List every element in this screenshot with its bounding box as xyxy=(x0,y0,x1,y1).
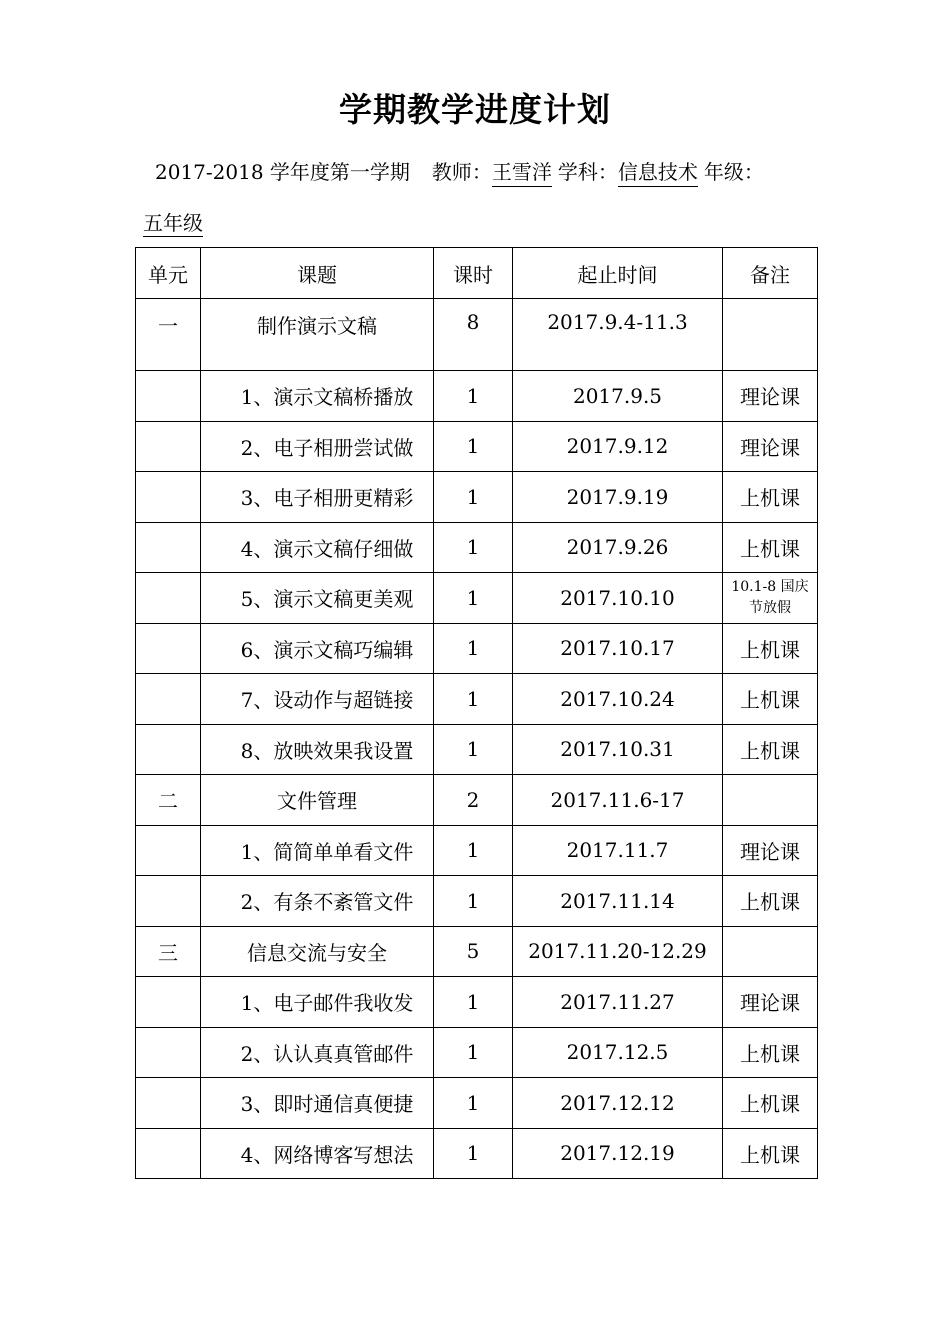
table-row xyxy=(136,1027,818,1078)
cell-note: 上机课 xyxy=(723,1078,818,1129)
cell-time: 2017.12.12 xyxy=(513,1078,723,1129)
note-small-text: 10.1-8 国庆节放假 xyxy=(731,578,809,616)
cell-unit xyxy=(136,825,201,876)
table-row xyxy=(136,1128,818,1179)
cell-note: 上机课 xyxy=(723,876,818,927)
table-row xyxy=(136,977,818,1028)
cell-time: 2017.11.14 xyxy=(513,876,723,927)
cell-note xyxy=(723,573,818,624)
cell-topic: 2、有条不紊管文件 xyxy=(201,876,434,927)
cell-unit xyxy=(136,371,201,422)
cell-unit xyxy=(136,724,201,775)
header-hours: 课时 xyxy=(434,248,513,299)
cell-note: 上机课 xyxy=(723,522,818,573)
header-topic: 课题 xyxy=(201,248,434,299)
cell-note: 上机课 xyxy=(723,674,818,725)
cell-topic: 2、电子相册尝试做 xyxy=(201,421,434,472)
cell-topic: 3、电子相册更精彩 xyxy=(201,472,434,523)
cell-unit: 三 xyxy=(136,926,201,977)
cell-time: 2017.12.5 xyxy=(513,1027,723,1078)
cell-topic: 1、电子邮件我收发 xyxy=(201,977,434,1028)
cell-time: 2017.9.26 xyxy=(513,522,723,573)
cell-time: 2017.10.17 xyxy=(513,623,723,674)
cell-note: 上机课 xyxy=(723,472,818,523)
cell-note: 上机课 xyxy=(723,1128,818,1179)
table-row xyxy=(136,371,818,422)
table-row xyxy=(136,623,818,674)
table-row xyxy=(136,472,818,523)
table-row xyxy=(136,926,818,977)
cell-topic: 8、放映效果我设置 xyxy=(201,724,434,775)
cell-time: 2017.9.12 xyxy=(513,421,723,472)
cell-unit xyxy=(136,977,201,1028)
cell-time: 2017.12.19 xyxy=(513,1128,723,1179)
cell-note xyxy=(723,775,818,826)
cell-note: 理论课 xyxy=(723,421,818,472)
cell-unit xyxy=(136,522,201,573)
cell-unit: 一 xyxy=(136,299,201,371)
cell-note xyxy=(723,299,818,371)
cell-time: 2017.11.7 xyxy=(513,825,723,876)
cell-hours: 1 xyxy=(434,472,513,523)
cell-note: 上机课 xyxy=(723,1027,818,1078)
cell-time: 2017.10.31 xyxy=(513,724,723,775)
cell-hours: 5 xyxy=(434,926,513,977)
cell-unit xyxy=(136,421,201,472)
cell-topic: 5、演示文稿更美观 xyxy=(201,573,434,624)
table-row xyxy=(136,674,818,725)
table-row xyxy=(136,825,818,876)
cell-time: 2017.11.27 xyxy=(513,977,723,1028)
cell-time: 2017.10.10 xyxy=(513,573,723,624)
cell-unit xyxy=(136,876,201,927)
cell-topic: 1、简简单单看文件 xyxy=(201,825,434,876)
cell-topic: 6、演示文稿巧编辑 xyxy=(201,623,434,674)
cell-unit xyxy=(136,623,201,674)
cell-unit xyxy=(136,674,201,725)
cell-topic: 2、认认真真管邮件 xyxy=(201,1027,434,1078)
schedule-table xyxy=(135,247,818,1179)
cell-hours: 1 xyxy=(434,1027,513,1078)
cell-time: 2017.11.6-17 xyxy=(513,775,723,826)
table-row xyxy=(136,522,818,573)
cell-hours: 1 xyxy=(434,522,513,573)
cell-note: 理论课 xyxy=(723,371,818,422)
cell-hours: 1 xyxy=(434,421,513,472)
cell-hours: 8 xyxy=(434,299,513,371)
cell-hours: 1 xyxy=(434,724,513,775)
cell-hours: 2 xyxy=(434,775,513,826)
cell-note: 理论课 xyxy=(723,977,818,1028)
cell-hours: 1 xyxy=(434,371,513,422)
cell-time: 2017.10.24 xyxy=(513,674,723,725)
teacher-name: 王雪洋 xyxy=(492,156,552,187)
cell-topic: 信息交流与安全 xyxy=(201,926,434,977)
cell-topic: 1、演示文稿桥播放 xyxy=(201,371,434,422)
cell-topic: 文件管理 xyxy=(201,775,434,826)
table-body xyxy=(136,299,818,1179)
table-row xyxy=(136,724,818,775)
cell-hours: 1 xyxy=(434,876,513,927)
table-header-row xyxy=(136,248,818,299)
cell-hours: 1 xyxy=(434,623,513,674)
cell-topic: 4、演示文稿仔细做 xyxy=(201,522,434,573)
header-time: 起止时间 xyxy=(513,248,723,299)
cell-note: 上机课 xyxy=(723,724,818,775)
cell-note: 上机课 xyxy=(723,623,818,674)
cell-time: 2017.9.4-11.3 xyxy=(513,299,723,371)
cell-unit: 二 xyxy=(136,775,201,826)
teacher-label: 教师： xyxy=(431,160,492,184)
cell-hours: 1 xyxy=(434,1078,513,1129)
cell-hours: 1 xyxy=(434,977,513,1028)
cell-hours: 1 xyxy=(434,573,513,624)
cell-unit xyxy=(136,1078,201,1129)
page-title: 学期教学进度计划 xyxy=(339,90,611,129)
table-row xyxy=(136,775,818,826)
cell-hours: 1 xyxy=(434,1128,513,1179)
cell-unit xyxy=(136,1128,201,1179)
table-row xyxy=(136,573,818,624)
table-row xyxy=(136,421,818,472)
grade-value: 五年级 xyxy=(143,211,203,235)
table-row xyxy=(136,876,818,927)
cell-hours: 1 xyxy=(434,825,513,876)
cell-note xyxy=(723,926,818,977)
grade-line xyxy=(143,207,203,236)
cell-time: 2017.11.20-12.29 xyxy=(513,926,723,977)
meta-line xyxy=(155,156,764,187)
cell-topic: 7、设动作与超链接 xyxy=(201,674,434,725)
header-note: 备注 xyxy=(723,248,818,299)
grade-label: 年级： xyxy=(703,160,764,184)
subject-label: 学科： xyxy=(557,160,618,184)
cell-unit xyxy=(136,573,201,624)
term-text: 2017-2018 学年度第一学期 xyxy=(155,160,410,184)
cell-hours: 1 xyxy=(434,674,513,725)
table-row xyxy=(136,299,818,371)
cell-time: 2017.9.5 xyxy=(513,371,723,422)
table-row xyxy=(136,1078,818,1129)
cell-topic: 3、即时通信真便捷 xyxy=(201,1078,434,1129)
cell-topic: 4、网络博客写想法 xyxy=(201,1128,434,1179)
cell-unit xyxy=(136,1027,201,1078)
subject-name: 信息技术 xyxy=(618,156,698,187)
cell-note: 理论课 xyxy=(723,825,818,876)
header-unit: 单元 xyxy=(136,248,201,299)
cell-time: 2017.9.19 xyxy=(513,472,723,523)
cell-unit xyxy=(136,472,201,523)
cell-topic: 制作演示文稿 xyxy=(201,299,434,371)
